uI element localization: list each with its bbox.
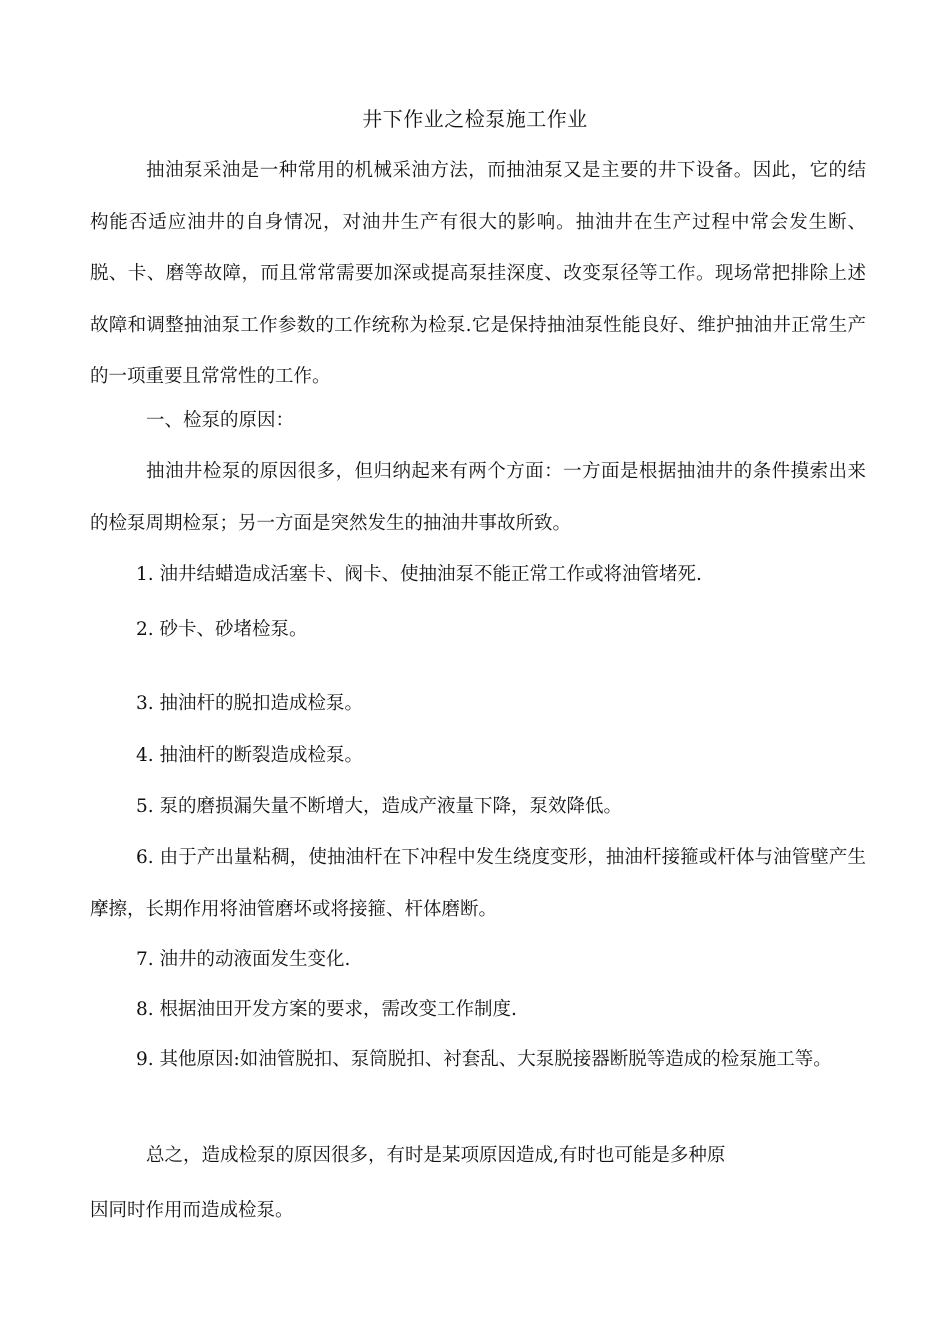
list-item: 6. 由于产出量粘稠，使抽油杆在下冲程中发生绕度变形，抽油杆接箍或杆体与油管壁产生摩擦，长期作用将油管磨坏或将接箍、杆体磨断。 (90, 847, 866, 920)
list-item: 7. 油井的动液面发生变化. (136, 949, 351, 970)
list-item: 8. 根据油田开发方案的要求，需改变工作制度. (136, 999, 517, 1020)
list-item: 3. 抽油杆的脱扣造成检泵。 (136, 693, 364, 714)
closing-line-2: 因同时作用而造成检泵。 (90, 1200, 294, 1221)
closing-line-1: 总之，造成检泵的原因很多，有时是某项原因造成,有时也可能是多种原 (146, 1145, 726, 1166)
section-intro-paragraph: 抽油井检泵的原因很多，但归纳起来有两个方面：一方面是根据抽油井的条件摸索出来的检泵周期检泵；另一方面是突然发生的抽油井事故所致。 (90, 461, 866, 534)
list-item: 2. 砂卡、砂堵检泵。 (136, 619, 308, 640)
intro-paragraph: 抽油泵采油是一种常用的机械采油方法，而抽油泵又是主要的井下设备。因此，它的结构能否适应油井的自身情况，对油井生产有很大的影响。抽油井在生产过程中常会发生断、脱、卡、磨等故障，而且常常需要加深或提高泵挂深度、改变泵径等工作。现场常把排除上述故障和调整抽油泵工作参数的工作统称为检泵.它是保持抽油泵性能良好、维护抽油井正常生产的一项重要且常常性的工作。 (90, 160, 866, 387)
list-item: 9. 其他原因:如油管脱扣、泵筒脱扣、衬套乱、大泵脱接器断脱等造成的检泵施工等。 (136, 1049, 832, 1070)
list-item: 1. 油井结蜡造成活塞卡、阀卡、使抽油泵不能正常工作或将油管堵死. (136, 564, 702, 585)
document-title: 井下作业之检泵施工作业 (362, 107, 588, 131)
list-item: 5. 泵的磨损漏失量不断增大，造成产液量下降，泵效降低。 (136, 796, 623, 817)
list-item: 4. 抽油杆的断裂造成检泵。 (136, 745, 364, 766)
section-heading: 一、检泵的原因： (146, 410, 295, 431)
